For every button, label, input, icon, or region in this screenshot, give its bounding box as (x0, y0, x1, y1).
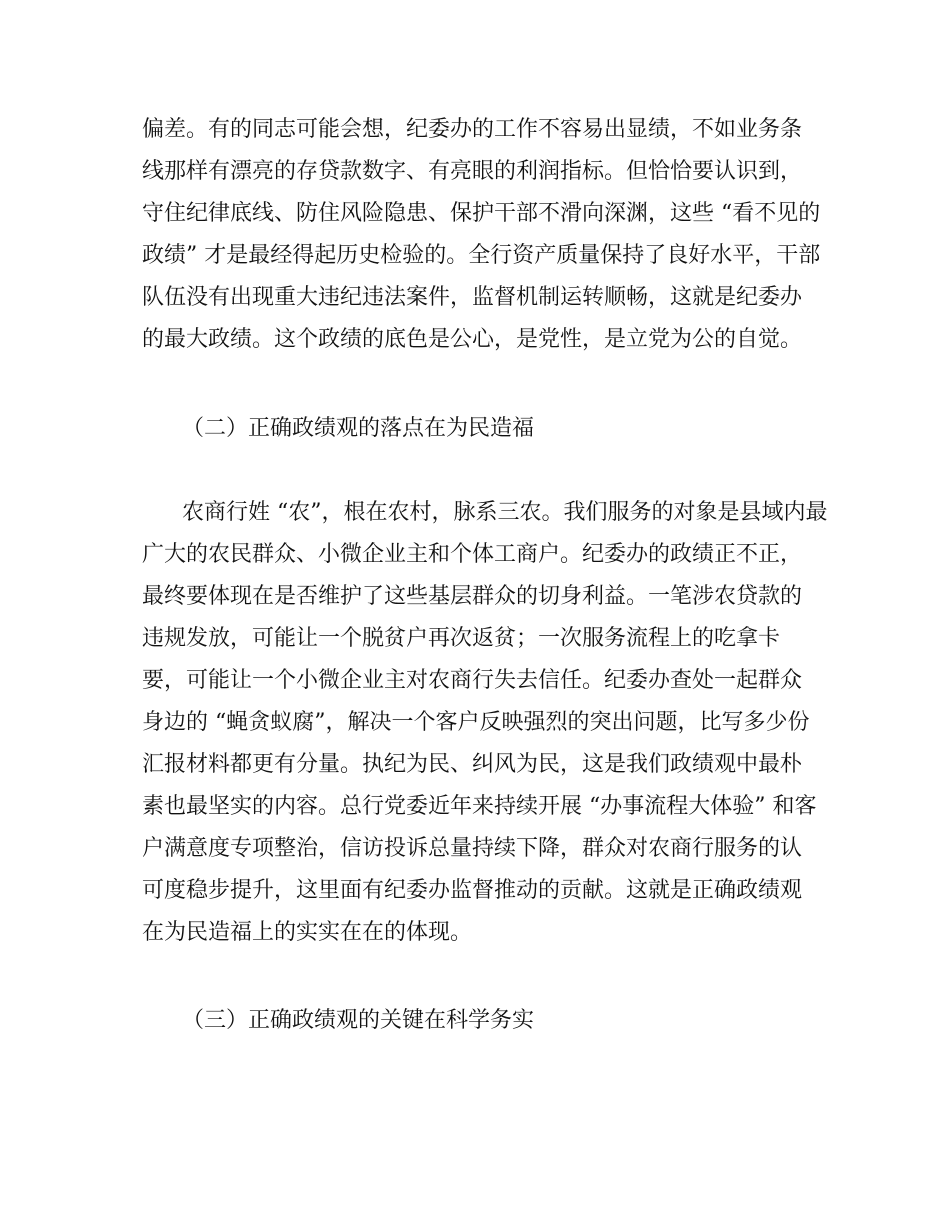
section-heading-2: （二）正确政绩观的落点在为民造福 (182, 416, 535, 441)
paragraph-line: 农商行姓 “农”，根在农村，脉系三农。我们服务的对象是县域内最 (182, 500, 828, 525)
paragraph-line: 最终要体现在是否维护了这些基层群众的切身利益。一笔涉农贷款的 (142, 584, 803, 609)
paragraph-line: 偏差。有的同志可能会想，纪委办的工作不容易出显绩，不如业务条 (142, 117, 803, 142)
paragraph-line: 汇报材料都更有分量。执纪为民、纠风为民，这是我们政绩观中最朴 (142, 752, 803, 777)
paragraph-line: 身边的 “蝇贪蚁腐”，解决一个客户反映强烈的突出问题，比写多少份 (142, 710, 810, 735)
paragraph-line: 的最大政绩。这个政绩的底色是公心，是党性，是立党为公的自觉。 (142, 327, 803, 352)
paragraph-line: 广大的农民群众、小微企业主和个体工商户。纪委办的政绩正不正， (142, 542, 803, 567)
paragraph-line: 违规发放，可能让一个脱贫户再次返贫；一次服务流程上的吃拿卡 (142, 626, 781, 651)
paragraph-line: 队伍没有出现重大违纪违法案件，监督机制运转顺畅，这就是纪委办 (142, 285, 803, 310)
paragraph-line: 可度稳步提升，这里面有纪委办监督推动的贡献。这就是正确政绩观 (142, 878, 803, 903)
paragraph-line: 要，可能让一个小微企业主对农商行失去信任。纪委办查处一起群众 (142, 668, 803, 693)
paragraph-line: 线那样有漂亮的存贷款数字、有亮眼的利润指标。但恰恰要认识到， (142, 159, 803, 184)
paragraph-line: 在为民造福上的实实在在的体现。 (142, 920, 473, 945)
paragraph-line: 户满意度专项整治，信访投诉总量持续下降，群众对农商行服务的认 (142, 836, 803, 861)
section-heading-3: （三）正确政绩观的关键在科学务实 (182, 1008, 535, 1033)
paragraph-line: 政绩” 才是最经得起历史检验的。全行资产质量保持了良好水平，干部 (142, 243, 821, 268)
paragraph-line: 守住纪律底线、防住风险隐患、保护干部不滑向深渊，这些 “看不见的 (142, 201, 821, 226)
paragraph-line: 素也最坚实的内容。总行党委近年来持续开展 “办事流程大体验” 和客 (142, 794, 817, 819)
